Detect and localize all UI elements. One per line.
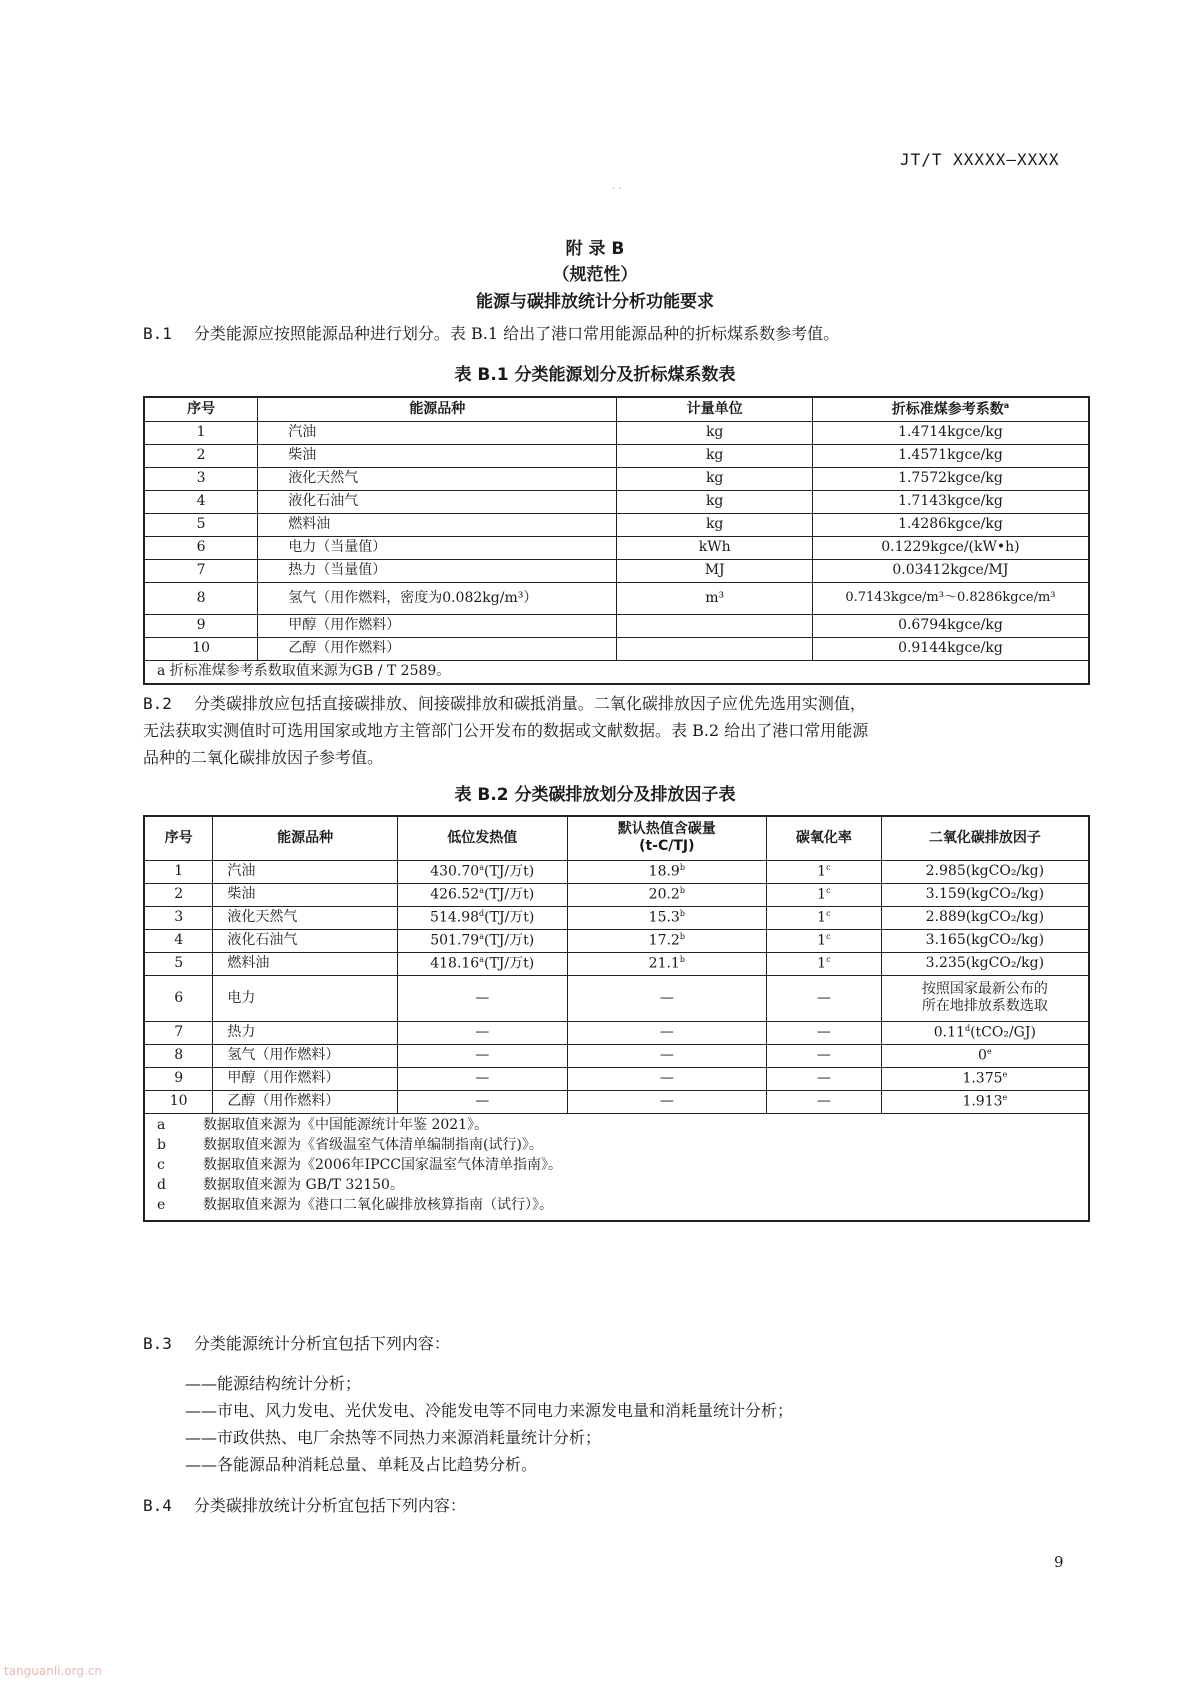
- table-b1: [143, 396, 1090, 685]
- footnote-mark: c: [826, 885, 831, 895]
- cell: 热力: [213, 1021, 398, 1044]
- value: 按照国家最新公布的: [921, 981, 1048, 998]
- cell: 0.03412kgce/MJ: [812, 559, 1089, 582]
- cell: 2.985(kgCO₂/kg): [881, 860, 1089, 883]
- cell: 柴油: [213, 883, 398, 906]
- cell: 2.889(kgCO₂/kg): [881, 906, 1089, 929]
- footnote-mark: e: [1002, 1069, 1008, 1079]
- cell: [881, 1021, 1089, 1044]
- table-note: [157, 1137, 1088, 1157]
- value: 1.375: [962, 1070, 1003, 1087]
- table-row: [144, 444, 1089, 467]
- section-b4: [143, 1492, 1088, 1519]
- cell: 1.7143kgce/kg: [812, 490, 1089, 513]
- cell: 液化石油气: [213, 929, 398, 952]
- note-mark: d: [157, 1176, 166, 1193]
- footnote-mark: b: [679, 908, 685, 918]
- cell: kg: [617, 490, 812, 513]
- value: 426.52: [430, 886, 480, 903]
- list-item: ——能源结构统计分析；: [185, 1374, 362, 1393]
- cell: 燃料油: [213, 952, 398, 975]
- cell: —: [767, 1044, 882, 1067]
- cell: 乙醇（用作燃料）: [258, 637, 617, 660]
- cell: 液化天然气: [258, 467, 617, 490]
- footnote-mark: e: [1002, 1092, 1008, 1102]
- section-text: 无法获取实测值时可选用国家或地方主管部门公开发布的数据或文献数据。表 B.2 给出了港口常用能源: [143, 721, 869, 740]
- section-number: B.1: [143, 324, 172, 343]
- cell: 0.9144kgce/kg: [812, 637, 1089, 660]
- section-text: 分类能源统计分析宜包括下列内容：: [193, 1334, 450, 1353]
- section-text: 分类碳排放统计分析宜包括下列内容：: [193, 1496, 466, 1515]
- cell: —: [567, 1021, 766, 1044]
- note-text: 数据取值来源为《中国能源统计年鉴 2021》。: [203, 1116, 489, 1133]
- footnote-mark: c: [826, 931, 831, 941]
- cell: 5: [144, 952, 213, 975]
- cell: 氢气（用作燃料）: [213, 1044, 398, 1067]
- value: 1: [817, 932, 827, 949]
- cell: 3: [144, 906, 213, 929]
- cell: 热力（当量值）: [258, 559, 617, 582]
- cell: —: [397, 1044, 567, 1067]
- cell: 甲醇（用作燃料）: [213, 1067, 398, 1090]
- header-text: 默认热值含碳量: [617, 821, 716, 838]
- header-cell: 序号: [144, 816, 213, 860]
- footnote-mark: b: [679, 954, 685, 964]
- cell: 1: [144, 421, 258, 444]
- section-b1: [143, 320, 1088, 347]
- unit: (TJ/万t): [484, 955, 535, 972]
- cell: 6: [144, 536, 258, 559]
- cell: [567, 952, 766, 975]
- cell: 1.4714kgce/kg: [812, 421, 1089, 444]
- cell: kg: [617, 421, 812, 444]
- footnote-mark: a: [479, 862, 484, 872]
- header-cell: 二氧化碳排放因子: [881, 816, 1089, 860]
- cell: 1.4571kgce/kg: [812, 444, 1089, 467]
- cell: 8: [144, 1044, 213, 1067]
- section-number: B.2: [143, 694, 172, 713]
- list-item: ——各能源品种消耗总量、单耗及占比趋势分析。: [185, 1455, 538, 1474]
- footnote-mark: a: [479, 931, 484, 941]
- cell: —: [767, 1021, 882, 1044]
- cell: [397, 860, 567, 883]
- value: 1: [817, 955, 827, 972]
- cell: MJ: [617, 559, 812, 582]
- header-text: 折标准煤参考系数: [891, 401, 1004, 418]
- cell: 1.4286kgce/kg: [812, 513, 1089, 536]
- unit: (TJ/万t): [484, 863, 535, 880]
- cell: 1: [144, 860, 213, 883]
- cell: 0.6794kgce/kg: [812, 614, 1089, 637]
- table-row: [144, 1090, 1089, 1113]
- cell: 5: [144, 513, 258, 536]
- appendix-subtitle: 能源与碳排放统计分析功能要求: [476, 292, 714, 312]
- cell: 3.235(kgCO₂/kg): [881, 952, 1089, 975]
- cell: [397, 883, 567, 906]
- cell: [767, 906, 882, 929]
- cell: [767, 860, 882, 883]
- table-row: [144, 906, 1089, 929]
- table-row: [144, 1021, 1089, 1044]
- cell: kWh: [617, 536, 812, 559]
- table-note-row: [144, 660, 1089, 684]
- header-unit: (t-C/TJ): [639, 838, 695, 855]
- cell: 2: [144, 883, 213, 906]
- footnote-mark: b: [679, 931, 685, 941]
- section-number: B.3: [143, 1334, 172, 1353]
- value: 1: [817, 863, 827, 880]
- footnote-mark: a: [1003, 400, 1010, 410]
- cell: 燃料油: [258, 513, 617, 536]
- note-mark: a: [157, 1116, 166, 1133]
- note-text: 数据取值来源为《2006年IPCC国家温室气体清单指南》。: [203, 1156, 563, 1173]
- cell: 柴油: [258, 444, 617, 467]
- cell: [767, 952, 882, 975]
- footnote-mark: d: [479, 908, 485, 918]
- value: 15.3: [648, 909, 680, 926]
- table-note: [157, 1177, 1088, 1197]
- cell: [397, 906, 567, 929]
- value: 21.1: [648, 955, 680, 972]
- cell: [397, 952, 567, 975]
- cell: —: [397, 1067, 567, 1090]
- cell: 6: [144, 975, 213, 1021]
- header-cell: 能源品种: [213, 816, 398, 860]
- cell: 3.165(kgCO₂/kg): [881, 929, 1089, 952]
- header-cell: [567, 816, 766, 860]
- footnote-mark: e: [986, 1046, 992, 1056]
- value: 0.11: [933, 1024, 965, 1041]
- note-text: 数据取值来源为 GB/T 32150。: [203, 1176, 404, 1193]
- cell: —: [567, 1044, 766, 1067]
- table-b2: [143, 815, 1090, 1222]
- table-row: [144, 883, 1089, 906]
- appendix-title: 附 录 B: [565, 239, 625, 259]
- value: 1.913: [962, 1093, 1003, 1110]
- value: 0: [978, 1047, 987, 1064]
- appendix-nature: （规范性）: [552, 265, 638, 285]
- cell: 9: [144, 1067, 213, 1090]
- page-number: 9: [1054, 1553, 1064, 1571]
- table-row: [144, 582, 1089, 614]
- table-row: [144, 952, 1089, 975]
- table-row: [144, 467, 1089, 490]
- cell: 0.1229kgce/(kW•h): [812, 536, 1089, 559]
- cell: [567, 860, 766, 883]
- table-note-row: [144, 1113, 1089, 1221]
- table-row: [144, 1067, 1089, 1090]
- header-cell: 低位发热值: [397, 816, 567, 860]
- cell: 3.159(kgCO₂/kg): [881, 883, 1089, 906]
- cell: 氢气（用作燃料，密度为0.082kg/m³）: [258, 582, 617, 614]
- unit: (TJ/万t): [484, 886, 535, 903]
- cell: 10: [144, 1090, 213, 1113]
- list-item: ——市电、风力发电、光伏发电、冷能发电等不同电力来源发电量和消耗量统计分析；: [185, 1401, 794, 1420]
- cell: [397, 929, 567, 952]
- footnote-mark: b: [679, 862, 685, 872]
- footnote-mark: c: [826, 908, 831, 918]
- table-note: a 折标准煤参考系数取值来源为GB / T 2589。: [144, 660, 1089, 684]
- value: 17.2: [648, 932, 680, 949]
- cell: [767, 929, 882, 952]
- header-cell: 能源品种: [258, 397, 617, 421]
- list-item: ——市政供热、电厂余热等不同热力来源消耗量统计分析；: [185, 1428, 602, 1447]
- table-row: [144, 536, 1089, 559]
- cell: 4: [144, 490, 258, 513]
- value: 20.2: [648, 886, 680, 903]
- cell: 3: [144, 467, 258, 490]
- cell: —: [767, 1067, 882, 1090]
- cell: m³: [617, 582, 812, 614]
- cell: 电力（当量值）: [258, 536, 617, 559]
- cell: [567, 906, 766, 929]
- table-row: [144, 421, 1089, 444]
- document-number: JT/T XXXXX—XXXX: [900, 150, 1060, 169]
- cell: [881, 1044, 1089, 1067]
- table-note: [157, 1117, 1088, 1137]
- footnote-mark: c: [826, 954, 831, 964]
- cell: —: [397, 975, 567, 1021]
- header-cell: 序号: [144, 397, 258, 421]
- table-row: [144, 637, 1089, 660]
- table-row: [144, 614, 1089, 637]
- cell: kg: [617, 444, 812, 467]
- section-text: 分类碳排放应包括直接碳排放、间接碳排放和碳抵消量。二氧化碳排放因子应优先选用实测值，: [193, 694, 866, 713]
- cell: 0.7143kgce/m³～0.8286kgce/m³: [812, 582, 1089, 614]
- cell: 电力: [213, 975, 398, 1021]
- cell: 4: [144, 929, 213, 952]
- cell: 10: [144, 637, 258, 660]
- table-note: [157, 1197, 1088, 1217]
- unit: (TJ/万t): [484, 932, 535, 949]
- value: 430.70: [430, 863, 480, 880]
- table-row: [144, 513, 1089, 536]
- table-row: [144, 1044, 1089, 1067]
- cell: 7: [144, 1021, 213, 1044]
- value: 514.98: [430, 909, 480, 926]
- note-mark: c: [157, 1156, 165, 1173]
- cell: [767, 883, 882, 906]
- scan-dots: · ·: [612, 184, 622, 195]
- unit: (TJ/万t): [484, 909, 535, 926]
- table-row: [144, 975, 1089, 1021]
- note-mark: b: [157, 1136, 166, 1153]
- footnote-mark: d: [964, 1023, 971, 1033]
- watermark: tanguanli.org.cn: [4, 1664, 103, 1678]
- cell: —: [767, 1090, 882, 1113]
- cell: 2: [144, 444, 258, 467]
- header-cell: 碳氧化率: [767, 816, 882, 860]
- section-number: B.4: [143, 1496, 172, 1515]
- value: 418.16: [430, 955, 480, 972]
- cell: [567, 929, 766, 952]
- footnote-mark: a: [479, 954, 484, 964]
- cell: —: [397, 1021, 567, 1044]
- header-cell: 计量单位: [617, 397, 812, 421]
- value: 18.9: [648, 863, 680, 880]
- cell: 汽油: [213, 860, 398, 883]
- cell: 8: [144, 582, 258, 614]
- note-text: 数据取值来源为《港口二氧化碳排放核算指南（试行）》。: [203, 1196, 553, 1213]
- cell: 7: [144, 559, 258, 582]
- cell: kg: [617, 513, 812, 536]
- cell: 液化石油气: [258, 490, 617, 513]
- table-header-row: [144, 816, 1089, 860]
- cell: 1.7572kgce/kg: [812, 467, 1089, 490]
- cell: [881, 1090, 1089, 1113]
- table-note: [157, 1157, 1088, 1177]
- cell: 9: [144, 614, 258, 637]
- cell: 乙醇（用作燃料）: [213, 1090, 398, 1113]
- unit: (tCO₂/GJ): [970, 1024, 1036, 1041]
- section-text: 分类能源应按照能源品种进行划分。表 B.1 给出了港口常用能源品种的折标煤系数参考值。: [193, 324, 840, 343]
- table-row: [144, 490, 1089, 513]
- header-cell: [812, 397, 1089, 421]
- footnote-mark: c: [826, 862, 831, 872]
- table-row: [144, 860, 1089, 883]
- table2-caption: 表 B.2 分类碳排放划分及排放因子表: [454, 785, 736, 805]
- section-b2: [143, 690, 1088, 771]
- value: 501.79: [430, 932, 480, 949]
- footnote-mark: a: [479, 885, 484, 895]
- cell: —: [567, 1067, 766, 1090]
- cell: —: [567, 975, 766, 1021]
- cell: [617, 637, 812, 660]
- b3-list: [185, 1370, 1085, 1478]
- table1-caption: 表 B.1 分类能源划分及折标煤系数表: [454, 365, 736, 385]
- note-text: 数据取值来源为《省级温室气体清单编制指南(试行)》。: [203, 1136, 543, 1153]
- cell: [617, 614, 812, 637]
- value: 1: [817, 909, 827, 926]
- table-notes: [144, 1113, 1089, 1221]
- cell: 汽油: [258, 421, 617, 444]
- cell: [881, 1067, 1089, 1090]
- note-mark: e: [157, 1196, 166, 1213]
- value: 所在地排放系数选取: [921, 998, 1048, 1014]
- cell: 甲醇（用作燃料）: [258, 614, 617, 637]
- value: 1: [817, 886, 827, 903]
- footnote-mark: b: [679, 885, 685, 895]
- cell: [567, 883, 766, 906]
- cell: kg: [617, 467, 812, 490]
- cell: [881, 975, 1089, 1021]
- section-b3: [143, 1330, 1088, 1357]
- cell: —: [567, 1090, 766, 1113]
- table-header-row: [144, 397, 1089, 421]
- cell: —: [767, 975, 882, 1021]
- table-row: [144, 929, 1089, 952]
- cell: —: [397, 1090, 567, 1113]
- table-row: [144, 559, 1089, 582]
- section-text: 品种的二氧化碳排放因子参考值。: [143, 748, 384, 767]
- cell: 液化天然气: [213, 906, 398, 929]
